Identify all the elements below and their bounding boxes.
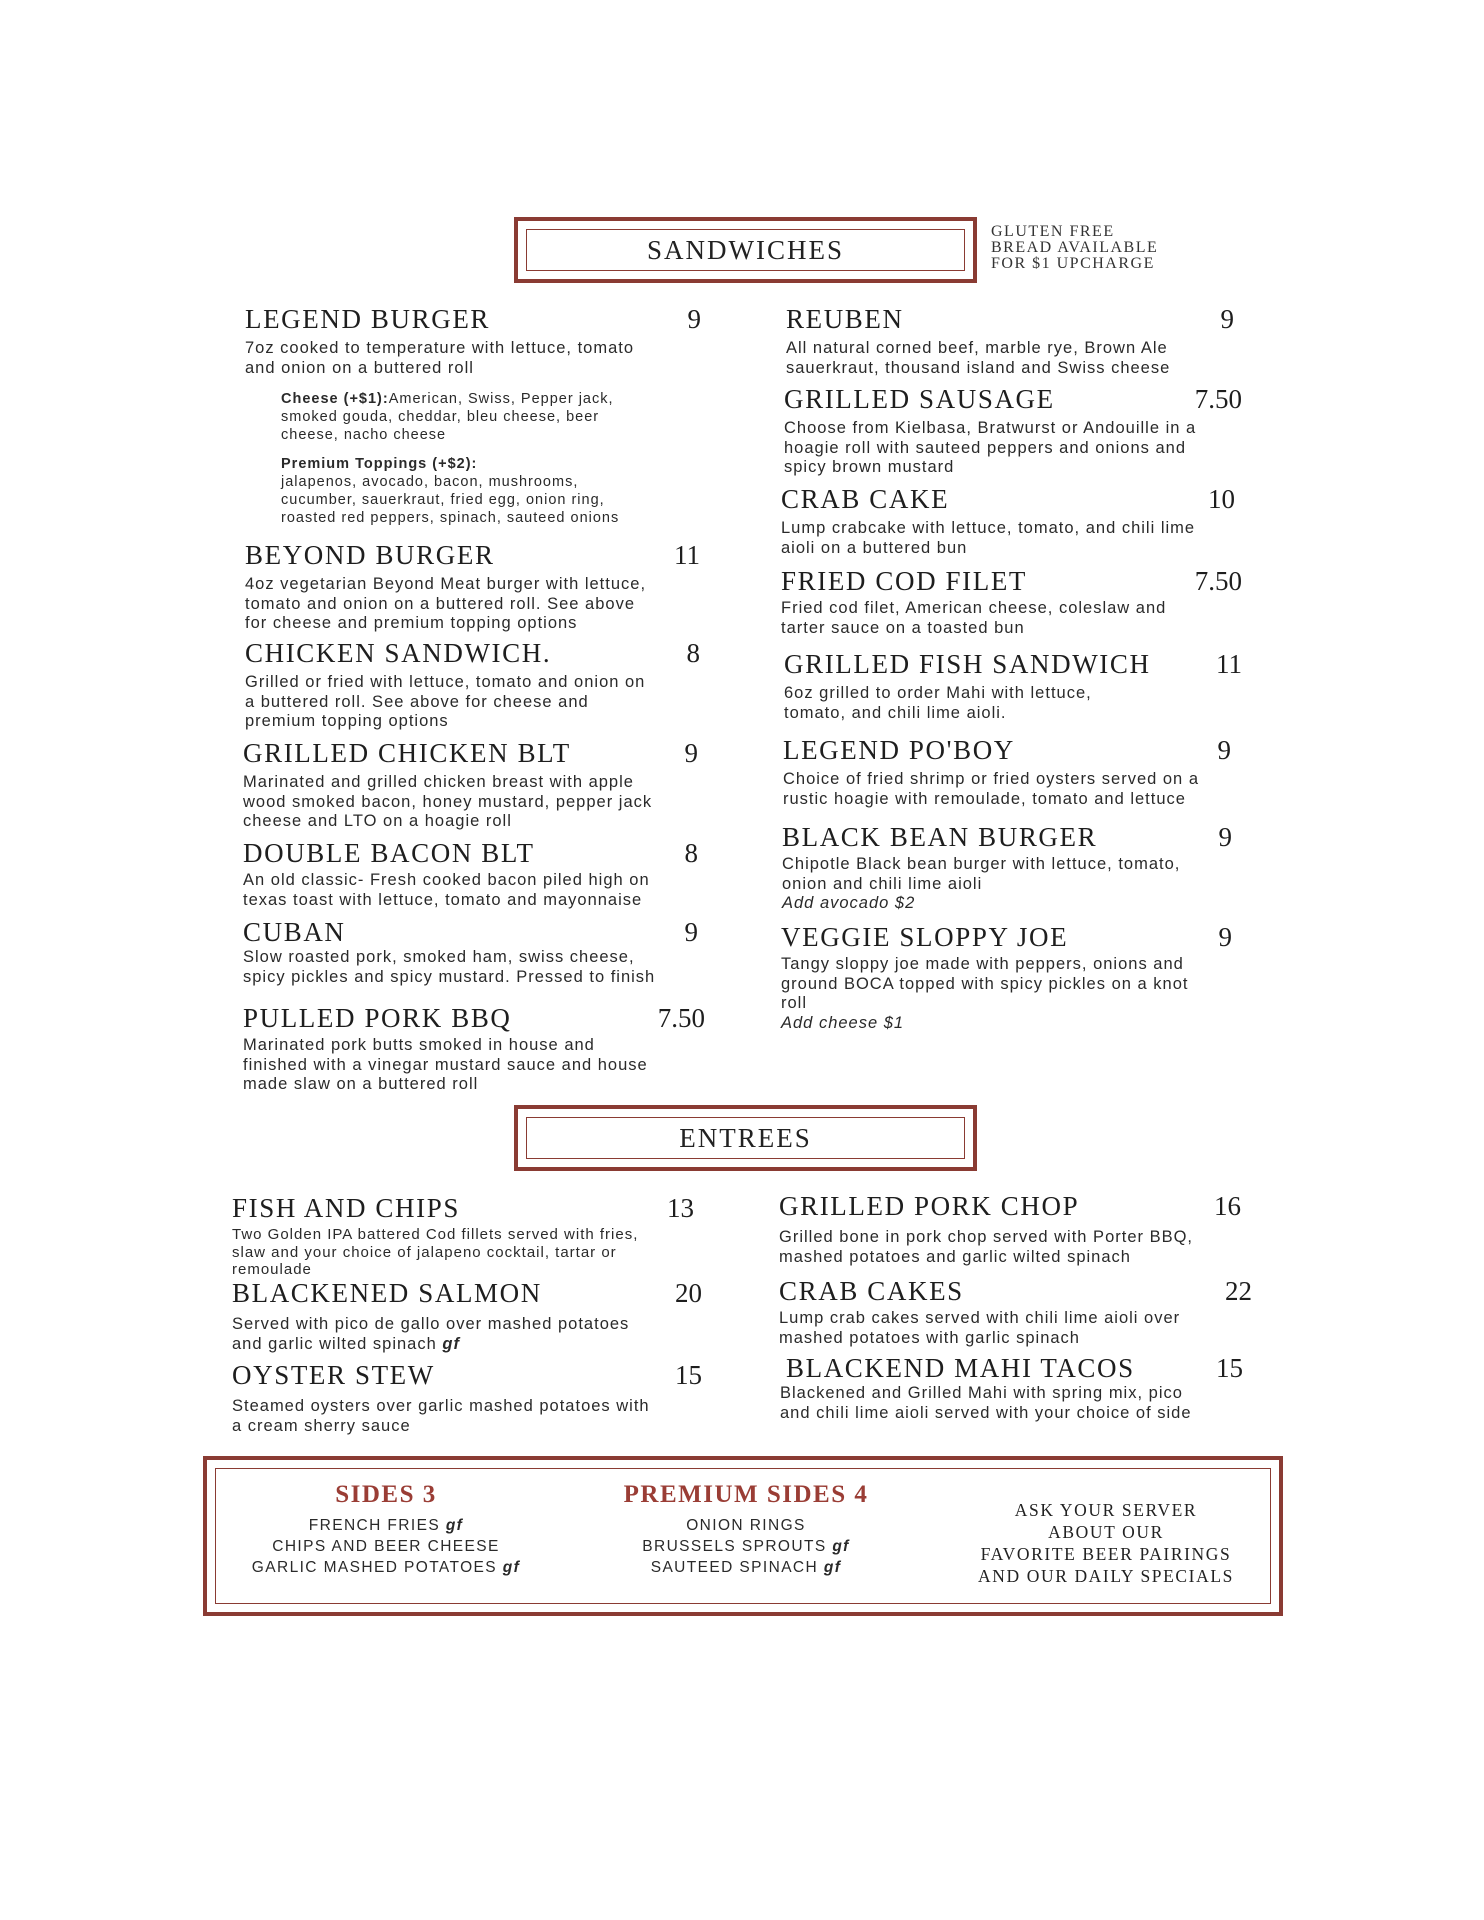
desc-line: An old classic- Fresh cooked bacon piled high on	[243, 871, 650, 889]
item-price: 8	[684, 838, 698, 868]
item-description	[780, 1384, 1243, 1423]
premium-sides-title: PREMIUM SIDES 4	[623, 1481, 869, 1508]
item-description	[783, 770, 1231, 809]
gluten-free-note	[991, 224, 1158, 272]
gluten-free-line: BREAD AVAILABLE	[991, 239, 1159, 256]
item-note: Add avocado $2	[782, 894, 916, 912]
menu-item-grilled-fish-sandwich	[784, 649, 1242, 723]
cheese-option-text: smoked gouda, cheddar, bleu cheese, beer	[281, 409, 600, 425]
desc-line: sauerkraut, thousand island and Swiss cheese	[786, 358, 1171, 377]
item-name: OYSTER STEW	[232, 1360, 435, 1390]
sides-footer-box	[203, 1456, 1283, 1616]
desc-line: Served with pico de gallo over mashed potatoes	[232, 1315, 630, 1333]
item-note: Add cheese $1	[781, 1013, 905, 1032]
item-description	[782, 855, 1232, 914]
item-description	[245, 339, 705, 378]
entrees-header-box	[514, 1105, 977, 1171]
desc-line: and onion on a buttered roll	[245, 358, 474, 377]
side-item-label: CHIPS AND BEER CHEESE	[272, 1538, 500, 1555]
desc-line: remoulade	[232, 1261, 312, 1278]
premium-toppings-text: cucumber, sauerkraut, fried egg, onion ring,	[281, 492, 605, 508]
item-description	[786, 339, 1234, 378]
item-price: 9	[687, 304, 701, 334]
item-price: 9	[684, 738, 698, 768]
item-description	[784, 419, 1242, 478]
item-name: CHICKEN SANDWICH.	[245, 638, 552, 668]
desc-line: Tangy sloppy joe made with peppers, onions and	[781, 955, 1184, 973]
entree-crab-cakes	[779, 1276, 1252, 1348]
desc-line: tomato, and chili lime aioli.	[784, 703, 1007, 722]
item-name: LEGEND PO'BOY	[783, 735, 1015, 765]
ask-server-line: ASK YOUR SERVER	[1014, 1500, 1198, 1520]
item-price: 15	[1216, 1353, 1243, 1383]
desc-line: Grilled or fried with lettuce, tomato and onion on	[245, 673, 646, 691]
item-name: FISH AND CHIPS	[232, 1193, 460, 1223]
desc-line: 6oz grilled to order Mahi with lettuce,	[784, 684, 1092, 702]
menu-item-crab-cake	[781, 484, 1235, 558]
item-description	[245, 673, 700, 732]
desc-line: Grilled bone in pork chop served with Porter BBQ,	[779, 1228, 1194, 1246]
desc-line: premium topping options	[245, 712, 449, 730]
side-item	[596, 1515, 896, 1536]
item-description	[779, 1228, 1241, 1267]
ask-server-note	[956, 1499, 1256, 1587]
item-description	[243, 1036, 705, 1095]
ask-server-line: AND OUR DAILY SPECIALS	[978, 1566, 1234, 1586]
item-name: PULLED PORK BBQ	[243, 1003, 512, 1033]
desc-line: cheese and LTO on a hoagie roll	[243, 812, 512, 830]
item-description	[245, 575, 700, 634]
desc-line: Fried cod filet, American cheese, coleslaw and	[781, 599, 1167, 617]
menu-item-grilled-sausage	[784, 384, 1242, 478]
item-price: 9	[1220, 304, 1234, 334]
desc-line: ground BOCA topped with spicy pickles on a knot	[781, 974, 1189, 993]
item-price: 16	[1214, 1191, 1241, 1221]
desc-line: All natural corned beef, marble rye, Brown Ale	[786, 339, 1168, 357]
item-description	[781, 955, 1232, 1033]
desc-line: 7oz cooked to temperature with lettuce, tomato	[245, 339, 635, 357]
side-item	[236, 1557, 536, 1578]
desc-line: onion and chili lime aioli	[782, 874, 983, 893]
premium-toppings-option	[281, 455, 701, 527]
item-description	[243, 871, 698, 910]
item-price: 7.50	[1194, 384, 1242, 414]
desc-line: Blackened and Grilled Mahi with spring mix, pico	[780, 1384, 1183, 1402]
item-name: GRILLED FISH SANDWICH	[784, 649, 1151, 679]
ask-server-line: FAVORITE BEER PAIRINGS	[980, 1544, 1232, 1564]
cheese-option	[281, 390, 701, 444]
item-price: 9	[1218, 822, 1232, 852]
desc-line: and chili lime aioli served with your choice of side	[780, 1403, 1192, 1422]
side-item	[236, 1536, 536, 1557]
item-price: 9	[1217, 735, 1231, 765]
entree-oyster-stew	[232, 1360, 702, 1436]
entree-blackened-salmon	[232, 1278, 702, 1354]
entree-fish-and-chips	[232, 1193, 694, 1279]
item-name: CRAB CAKES	[779, 1276, 964, 1306]
item-name: BLACKENED SALMON	[232, 1278, 542, 1308]
desc-line: spicy pickles and spicy mustard. Pressed to finish	[243, 967, 656, 986]
side-item-label: GARLIC MASHED POTATOES	[251, 1559, 498, 1576]
item-name: VEGGIE SLOPPY JOE	[781, 922, 1069, 952]
gluten-free-line: GLUTEN FREE	[991, 223, 1115, 240]
desc-line: Two Golden IPA battered Cod fillets served with fries,	[232, 1226, 639, 1243]
entree-blackend-mahi-tacos	[780, 1353, 1243, 1423]
cheese-option-text: cheese, nacho cheese	[281, 427, 447, 443]
desc-line: tomato and onion on a buttered roll. See above	[245, 594, 635, 613]
desc-line: slaw and your choice of jalapeno cocktail, tartar or	[232, 1243, 617, 1261]
item-name: GRILLED PORK CHOP	[779, 1191, 1080, 1221]
cheese-option-label: Cheese (+$1):	[281, 391, 389, 407]
desc-line: Lump crab cakes served with chili lime aioli over	[779, 1309, 1181, 1327]
desc-line: Lump crabcake with lettuce, tomato, and chili lime	[781, 519, 1196, 537]
side-item	[596, 1536, 896, 1557]
side-item-label: ONION RINGS	[686, 1517, 806, 1534]
item-description	[232, 1315, 702, 1354]
item-description	[232, 1397, 702, 1436]
item-description	[781, 599, 1242, 638]
gluten-free-tag: gf	[502, 1559, 521, 1576]
gluten-free-tag: gf	[832, 1538, 850, 1555]
item-description	[781, 519, 1235, 558]
desc-line: Choice of fried shrimp or fried oysters served on a	[783, 770, 1199, 788]
menu-item-pulled-pork-bbq	[243, 1003, 705, 1095]
menu-item-chicken-sandwich	[245, 638, 700, 732]
sides-title: SIDES 3	[335, 1481, 437, 1508]
sandwiches-header-inner	[526, 229, 965, 271]
desc-line: spicy brown mustard	[784, 458, 955, 476]
desc-line: aioli on a buttered bun	[781, 538, 968, 557]
desc-line: Marinated and grilled chicken breast with apple	[243, 773, 634, 791]
desc-line: tarter sauce on a toasted bun	[781, 618, 1025, 637]
entrees-header-inner	[526, 1117, 965, 1159]
premium-toppings-text: roasted red peppers, spinach, sauteed onions	[281, 510, 620, 526]
menu-item-grilled-chicken-blt	[243, 738, 698, 832]
item-name: REUBEN	[786, 304, 904, 334]
item-price: 7.50	[657, 1003, 705, 1033]
item-name: BEYOND BURGER	[245, 540, 495, 570]
item-price: 22	[1225, 1276, 1252, 1306]
desc-line: Slow roasted pork, smoked ham, swiss cheese,	[243, 948, 635, 966]
desc-line: mashed potatoes and garlic wilted spinach	[779, 1247, 1131, 1266]
item-description	[243, 773, 698, 832]
item-price: 8	[686, 638, 700, 668]
item-price: 11	[674, 540, 700, 570]
side-item-label: SAUTEED SPINACH	[650, 1559, 819, 1576]
item-name: GRILLED SAUSAGE	[784, 384, 1055, 414]
desc-line: Steamed oysters over garlic mashed potatoes with	[232, 1397, 650, 1415]
desc-line: and garlic wilted spinach	[232, 1334, 437, 1353]
menu-item-black-bean-burger	[782, 822, 1232, 914]
gluten-free-tag: gf	[445, 1517, 464, 1534]
gluten-free-tag: gf	[823, 1559, 842, 1576]
desc-line: Marinated pork butts smoked in house and	[243, 1036, 595, 1054]
premium-toppings-text: jalapenos, avocado, bacon, mushrooms,	[281, 474, 579, 490]
item-name: BLACK BEAN BURGER	[782, 822, 1098, 852]
item-price: 20	[675, 1278, 702, 1308]
item-name: CRAB CAKE	[781, 484, 950, 514]
item-description	[243, 948, 698, 987]
side-item	[596, 1557, 896, 1578]
item-description	[784, 684, 1242, 723]
item-price: 9	[1218, 922, 1232, 952]
menu-item-double-bacon-blt	[243, 838, 698, 910]
side-item-label: BRUSSELS SPROUTS	[642, 1538, 827, 1555]
desc-line: for cheese and premium topping options	[245, 614, 578, 632]
desc-line: Chipotle Black bean burger with lettuce, tomato,	[782, 855, 1181, 873]
side-item-label: FRENCH FRIES	[308, 1517, 441, 1534]
sides-footer-inner	[215, 1468, 1271, 1604]
entrees-header-title: ENTREES	[679, 1122, 812, 1153]
menu-item-cuban	[243, 917, 698, 987]
entree-grilled-pork-chop	[779, 1191, 1241, 1267]
item-name: LEGEND BURGER	[245, 304, 491, 334]
premium-toppings-label: Premium Toppings (+$2):	[281, 456, 478, 472]
menu-item-beyond-burger	[245, 540, 700, 634]
item-name: CUBAN	[243, 917, 346, 947]
desc-line: roll	[781, 994, 808, 1012]
gluten-free-line: FOR $1 UPCHARGE	[991, 255, 1155, 272]
menu-item-veggie-sloppy-joe	[781, 922, 1232, 1033]
cheese-option-text: American, Swiss, Pepper jack,	[388, 391, 614, 407]
menu-item-legend-burger	[245, 304, 705, 378]
side-item	[236, 1515, 536, 1536]
item-price: 7.50	[1194, 566, 1242, 596]
sides-column	[236, 1481, 536, 1578]
sandwiches-header-title: SANDWICHES	[646, 234, 844, 265]
item-name: BLACKEND MAHI TACOS	[786, 1353, 1135, 1383]
sandwiches-header-box	[514, 217, 977, 283]
item-price: 13	[667, 1193, 694, 1223]
desc-line: texas toast with lettuce, tomato and mayonnaise	[243, 890, 643, 909]
desc-line: wood smoked bacon, honey mustard, pepper jack	[243, 792, 653, 811]
item-description	[232, 1226, 694, 1279]
desc-line: Choose from Kielbasa, Bratwurst or Andouille in a	[784, 419, 1197, 437]
item-price: 10	[1208, 484, 1235, 514]
gluten-free-tag: gf	[442, 1334, 460, 1353]
desc-line: made slaw on a buttered roll	[243, 1075, 479, 1093]
desc-line: mashed potatoes with garlic spinach	[779, 1328, 1080, 1347]
premium-sides-column	[596, 1481, 896, 1578]
item-name: FRIED COD FILET	[781, 566, 1027, 596]
desc-line: 4oz vegetarian Beyond Meat burger with lettuce,	[245, 575, 647, 593]
ask-server-line: ABOUT OUR	[1048, 1522, 1164, 1542]
desc-line: hoagie roll with sauteed peppers and onions and	[784, 438, 1187, 457]
item-name: DOUBLE BACON BLT	[243, 838, 535, 868]
menu-item-legend-poboy	[783, 735, 1231, 809]
item-name: GRILLED CHICKEN BLT	[243, 738, 571, 768]
item-price: 11	[1216, 649, 1242, 679]
item-description	[779, 1309, 1252, 1348]
menu-item-reuben	[786, 304, 1234, 378]
desc-line: a buttered roll. See above for cheese and	[245, 692, 589, 711]
item-price: 15	[675, 1360, 702, 1390]
desc-line: rustic hoagie with remoulade, tomato and lettuce	[783, 789, 1186, 808]
desc-line: finished with a vinegar mustard sauce and house	[243, 1055, 648, 1074]
desc-line: a cream sherry sauce	[232, 1416, 411, 1435]
item-price: 9	[684, 917, 698, 947]
menu-item-fried-cod-filet	[781, 566, 1242, 638]
